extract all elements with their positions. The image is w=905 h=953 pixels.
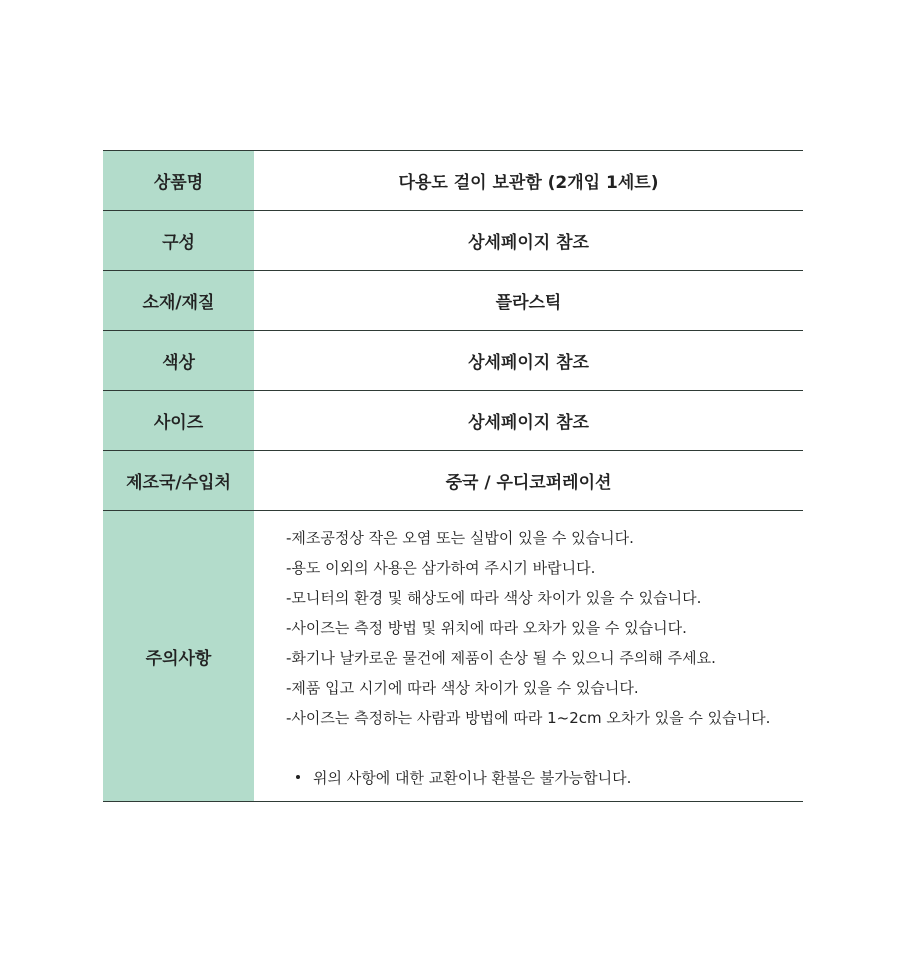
table-row-notes xyxy=(103,511,803,802)
row-value: 상세페이지 참조 xyxy=(254,391,803,451)
table-row-material xyxy=(103,271,803,331)
product-info-table xyxy=(103,150,803,802)
row-value: 플라스틱 xyxy=(254,271,803,331)
bullet-note xyxy=(286,763,803,793)
table-row-origin xyxy=(103,451,803,511)
row-label: 사이즈 xyxy=(103,391,254,451)
row-value: 상세페이지 참조 xyxy=(254,331,803,391)
note-line: -사이즈는 측정 방법 및 위치에 따라 오차가 있을 수 있습니다. xyxy=(286,619,687,637)
table-row-color xyxy=(103,331,803,391)
note-line: -모니터의 환경 및 해상도에 따라 색상 차이가 있을 수 있습니다. xyxy=(286,589,702,607)
bullet-dot-icon xyxy=(296,775,300,779)
row-label: 색상 xyxy=(103,331,254,391)
table-row-composition xyxy=(103,211,803,271)
row-value: 중국 / 우디코퍼레이션 xyxy=(254,451,803,511)
bullet-note-text: 위의 사항에 대한 교환이나 환불은 불가능합니다. xyxy=(313,769,632,787)
note-line: -화기나 날카로운 물건에 제품이 손상 될 수 있으니 주의해 주세요. xyxy=(286,649,716,667)
note-line: -사이즈는 측정하는 사람과 방법에 따라 1~2cm 오차가 있을 수 있습니다. xyxy=(286,709,771,727)
row-label: 상품명 xyxy=(103,151,254,211)
row-label: 구성 xyxy=(103,211,254,271)
note-spacer xyxy=(286,733,803,763)
row-value: 다용도 걸이 보관함 (2개입 1세트) xyxy=(254,151,803,211)
row-label: 제조국/수입처 xyxy=(103,451,254,511)
table-row-size xyxy=(103,391,803,451)
row-label: 소재/재질 xyxy=(103,271,254,331)
table-row-product-name xyxy=(103,151,803,211)
note-line: -제조공정상 작은 오염 또는 실밥이 있을 수 있습니다. xyxy=(286,529,634,547)
row-value: 상세페이지 참조 xyxy=(254,211,803,271)
note-line: -제품 입고 시기에 따라 색상 차이가 있을 수 있습니다. xyxy=(286,679,639,697)
note-line: -용도 이외의 사용은 삼가하여 주시기 바랍니다. xyxy=(286,559,596,577)
notes-content xyxy=(254,511,803,802)
notes-label: 주의사항 xyxy=(103,511,254,802)
